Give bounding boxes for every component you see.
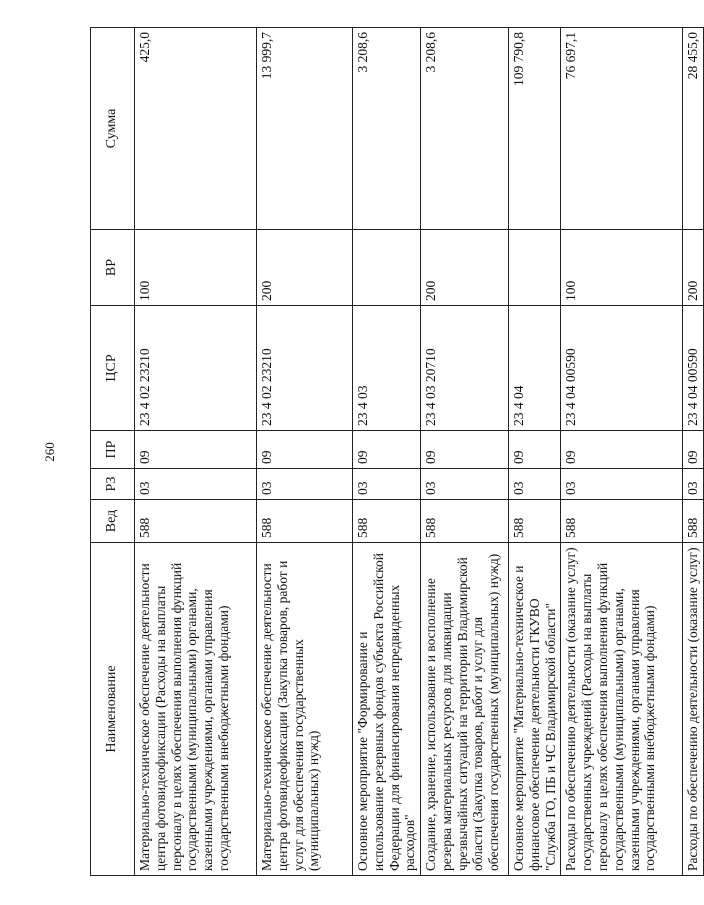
cell-rz: 03	[683, 469, 704, 500]
cell-vr: 200	[421, 230, 509, 306]
cell-sum: 76 697,1	[561, 28, 683, 230]
cell-sum: 13 999,7	[257, 28, 353, 230]
cell-pr: 09	[683, 431, 704, 469]
cell-sum: 109 790,8	[509, 28, 561, 230]
cell-rz: 03	[421, 469, 509, 500]
cell-rz: 03	[561, 469, 683, 500]
table-header-row	[91, 28, 135, 876]
budget-table	[90, 27, 704, 876]
cell-ved: 588	[353, 500, 421, 543]
cell-name: Основное мероприятие "Материально-техническое и финансовое обеспечение деятельности ГКУВО "Служба ГО, ПБ и ЧС Владимирской области"	[509, 543, 561, 876]
header-rz: РЗ	[91, 469, 135, 500]
cell-vr: 100	[135, 230, 257, 306]
table-row	[421, 28, 509, 876]
cell-ved: 588	[135, 500, 257, 543]
table-row	[135, 28, 257, 876]
cell-csr: 23 4 03 20710	[421, 306, 509, 431]
budget-table-container	[90, 28, 701, 876]
cell-name: Создание, хранение, использование и восполнение резерва материальных ресурсов для ликвидации чрезвычайных ситуаций на территории Владимирской области (Закупка товаров, работ и услуг для обеспечения государственных (муниципальных) нужд)	[421, 543, 509, 876]
cell-sum: 425,0	[135, 28, 257, 230]
table-row	[353, 28, 421, 876]
cell-rz: 03	[257, 469, 353, 500]
header-csr: ЦСР	[91, 306, 135, 431]
cell-rz: 03	[135, 469, 257, 500]
cell-ved: 588	[683, 500, 704, 543]
table-row	[509, 28, 561, 876]
cell-csr: 23 4 03	[353, 306, 421, 431]
header-ved: Вед	[91, 500, 135, 543]
cell-ved: 588	[421, 500, 509, 543]
cell-pr: 09	[509, 431, 561, 469]
table-row	[561, 28, 683, 876]
cell-pr: 09	[135, 431, 257, 469]
cell-ved: 588	[257, 500, 353, 543]
cell-name: Материально-техническое обеспечение деятельности центра фотовидеофиксации (Закупка товаров, работ и услуг для обеспечения государственных (муниципальных) нужд)	[257, 543, 353, 876]
cell-csr: 23 4 04	[509, 306, 561, 431]
header-vr: ВР	[91, 230, 135, 306]
cell-vr: 200	[683, 230, 704, 306]
header-sum: Сумма	[91, 28, 135, 230]
cell-csr: 23 4 02 23210	[257, 306, 353, 431]
cell-vr	[353, 230, 421, 306]
cell-name: Основное мероприятие "Формирование и использование резервных фондов субъекта Российской Федерации для финансирования непредвиденных расходов"	[353, 543, 421, 876]
cell-csr: 23 4 02 23210	[135, 306, 257, 431]
cell-name: Расходы по обеспечению деятельности (оказание услуг)	[683, 543, 704, 876]
header-name: Наименование	[91, 543, 135, 876]
cell-vr: 100	[561, 230, 683, 306]
cell-ved: 588	[509, 500, 561, 543]
cell-sum: 3 208,6	[353, 28, 421, 230]
cell-csr: 23 4 04 00590	[561, 306, 683, 431]
cell-pr: 09	[561, 431, 683, 469]
cell-name: Материально-техническое обеспечение деятельности центра фотовидеофиксации (Расходы на выплаты персоналу в целях обеспечения выполнения функций государственными (муниципальными) органами, казенными учреждениями, органами управления государственными внебюджетными фондами)	[135, 543, 257, 876]
cell-csr: 23 4 04 00590	[683, 306, 704, 431]
cell-ved: 588	[561, 500, 683, 543]
cell-sum: 3 208,6	[421, 28, 509, 230]
cell-vr: 200	[257, 230, 353, 306]
cell-pr: 09	[353, 431, 421, 469]
cell-sum: 28 455,0	[683, 28, 704, 230]
cell-rz: 03	[509, 469, 561, 500]
page-number: 260	[42, 442, 57, 462]
header-pr: ПР	[91, 431, 135, 469]
cell-rz: 03	[353, 469, 421, 500]
cell-vr	[509, 230, 561, 306]
cell-pr: 09	[257, 431, 353, 469]
table-row	[257, 28, 353, 876]
table-row	[683, 28, 704, 876]
cell-pr: 09	[421, 431, 509, 469]
cell-name: Расходы по обеспечению деятельности (оказание услуг) государственных учреждений (Расходы на выплаты персоналу в целях обеспечения выполнения функций государственными (муниципальными) органами, казенными учреждениями, органами управления государственными внебюджетными фондами)	[561, 543, 683, 876]
